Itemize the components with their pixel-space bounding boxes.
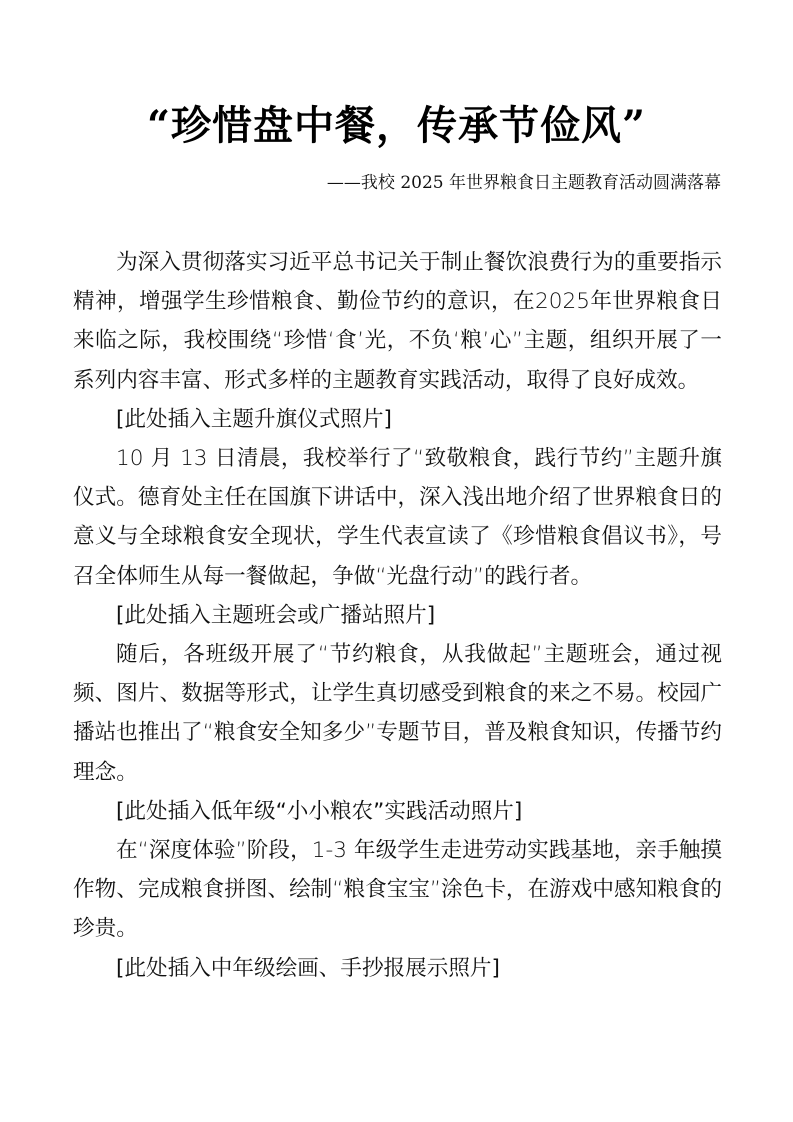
document-subtitle: ——我校 2025 年世界粮食日主题教育活动圆满落幕: [326, 173, 721, 193]
photo-placeholder-painting-display: [此处插入中年级绘画、手抄报展示照片]: [116, 955, 500, 981]
photo-placeholder-class-meeting: [此处插入主题班会或广播站照片]: [116, 602, 436, 628]
deep-experience-paragraph: 在“深度体验”阶段，1-3 年级学生走进劳动实践基地，亲手触摸作物、完成粮食拼图、绘制“粮食宝宝”涂色卡，在游戏中感知粮食的珍贵。: [73, 838, 722, 942]
class-meeting-paragraph: 随后，各班级开展了“节约粮食，从我做起”主题班会，通过视频、图片、数据等形式，让学生真切感受到粮食的来之不易。校园广播站也推出了“粮食安全知多少”专题节目，普及粮食知识，传播节约理念。: [73, 642, 722, 785]
document-title: “珍惜盘中餐，传承节俭风”: [146, 102, 646, 149]
photo-placeholder-little-farmers: [此处插入低年级“小小粮农”实践活动照片]: [116, 798, 523, 824]
intro-paragraph: 为深入贯彻落实习近平总书记关于制止餐饮浪费行为的重要指示精神，增强学生珍惜粮食、勤俭节约的意识，在2025年世界粮食日来临之际，我校围绕“珍惜‘食’光，不负‘粮’心”主题，组织开展了一系列内容丰富、形式多样的主题教育实践活动，取得了良好成效。: [73, 250, 722, 393]
photo-placeholder-flag-ceremony: [此处插入主题升旗仪式照片]: [116, 406, 392, 432]
document-body: [73, 243, 722, 988]
flag-ceremony-paragraph: 10 月 13 日清晨，我校举行了“致敬粮食，践行节约”主题升旗仪式。德育处主任在国旗下讲话中，深入浅出地介绍了世界粮食日的意义与全球粮食安全现状，学生代表宣读了《珍惜粮食倡议书》，号召全体师生从每一餐做起，争做“光盘行动”的践行者。: [73, 446, 722, 589]
